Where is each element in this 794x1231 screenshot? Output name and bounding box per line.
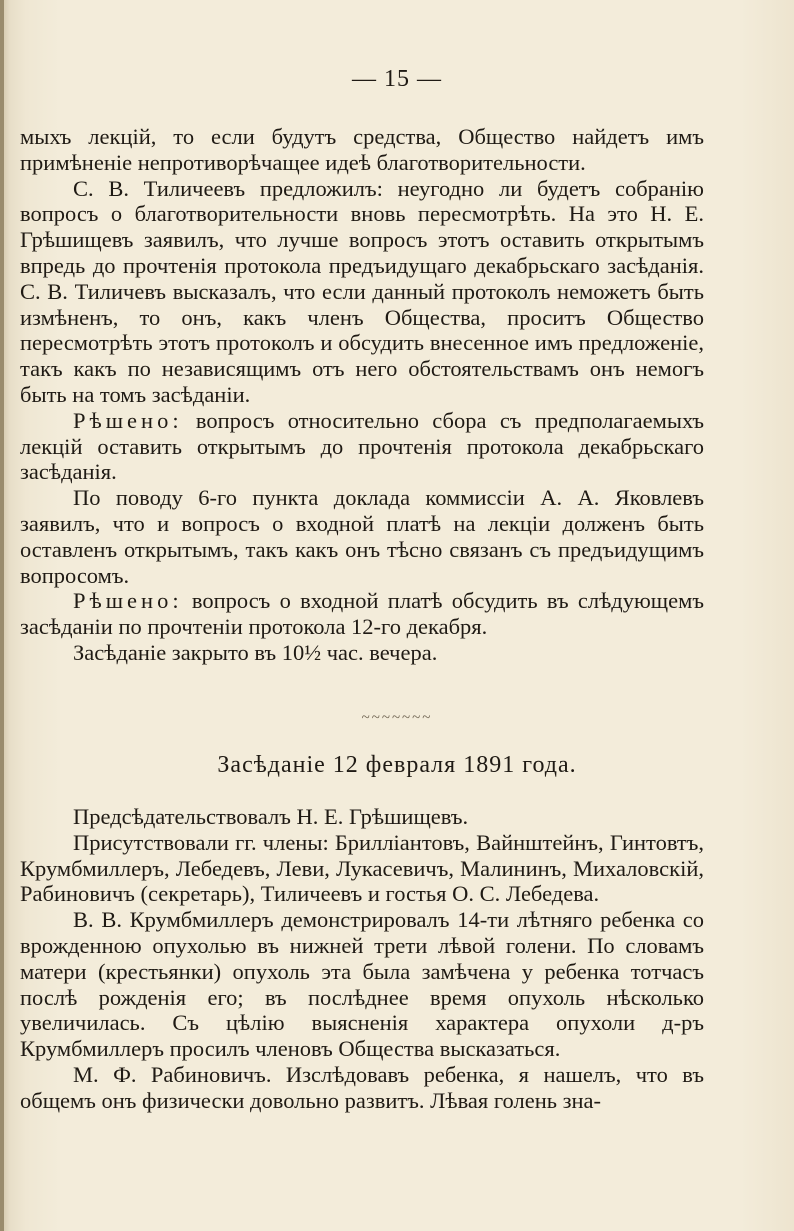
section-divider-ornament: ~~~~~~~ bbox=[361, 710, 433, 726]
paragraph-krumbmiller-case: В. В. Крумбмиллеръ демонстрировалъ 14-ти лѣтняго ребенка со врожденною опухолью въ нижней трети лѣвой голени. По словамъ матери (крестьянки) опухоль эта была замѣчена у ребенка тотчасъ послѣ рожденія его; въ послѣднее время опухоль нѣсколько увеличилась. Съ цѣлію выясненія характера опухоли д-ръ Крумбмиллеръ просилъ членовъ Общества высказаться. bbox=[20, 907, 704, 1062]
resolution-label: Рѣшено: bbox=[73, 407, 183, 433]
paragraph-attendees: Присутствовали гг. члены: Брилліантовъ, Вайнштейнъ, Гинтовтъ, Крумбмиллеръ, Лебедевъ, Леви, Лукасевичъ, Малининъ, Михаловскій, Рабиновичъ (секретарь), Тиличеевъ и гостья О. С. Лебедева. bbox=[20, 829, 704, 907]
paragraph-tilicheev-proposal: С. В. Тиличеевъ предложилъ: неугодно ли будетъ собранію вопросъ о благотворительности вновь пересмотрѣть. На это Н. Е. Грѣшищевъ заявилъ, что лучше вопросъ этотъ оставить открытымъ впредь до прочтенія протокола предъидущаго декабрьскаго засѣданія. С. В. Тиличевъ высказалъ, что если данный протоколъ неможетъ быть измѣненъ, то онъ, какъ членъ Общества, проситъ Общество пересмотрѣть этотъ протоколъ и обсудить внесенное имъ предложеніе, такъ какъ по независящимъ отъ него обстоятельствамъ онъ немогъ быть на томъ засѣданіи. bbox=[20, 175, 704, 407]
paragraph-rabinovich-examination: М. Ф. Рабиновичъ. Изслѣдовавъ ребенка, я нашелъ, что въ общемъ онъ физически довольно развитъ. Лѣвая голень зна- bbox=[20, 1061, 704, 1113]
meeting-minutes-february bbox=[20, 804, 704, 1114]
resolution-label: Рѣшено: bbox=[73, 588, 183, 614]
paragraph-lecture-funds: мыхъ лекцій, то если будутъ средства, Общество найдетъ имъ примѣненіе непротиворѣчащее идеѣ благотворительности. bbox=[20, 124, 704, 175]
meeting-minutes-continuation bbox=[20, 124, 704, 666]
paragraph-yakovlev-statement: По поводу 6-го пункта доклада коммиссіи А. А. Яковлевъ заявилъ, что и вопросъ о входной платѣ на лекціи долженъ быть оставленъ открытымъ, такъ какъ онъ тѣсно связанъ съ предъидущимъ вопросомъ. bbox=[20, 485, 704, 588]
paragraph-session-closed: Засѣданіе закрыто въ 10½ час. вечера. bbox=[73, 639, 438, 665]
section-heading: Засѣданіе 12 февраля 1891 года. bbox=[217, 752, 577, 778]
page-number: — 15 — bbox=[352, 66, 442, 92]
paragraph-resolution-entry-fee: Рѣшено: вопросъ о входной платѣ обсудить въ слѣдующемъ засѣданіи по прочтеніи протокола 12-го декабря. bbox=[20, 588, 704, 640]
paragraph-resolution-lectures: Рѣшено: вопросъ относительно сбора съ предполагаемыхъ лекцій оставить открытымъ до прочтенія протокола декабрьскаго засѣданія. bbox=[20, 407, 704, 485]
paragraph-chairman: Предсѣдательствовалъ Н. Е. Грѣшищевъ. bbox=[73, 804, 469, 829]
page-spine-edge bbox=[0, 0, 4, 1231]
